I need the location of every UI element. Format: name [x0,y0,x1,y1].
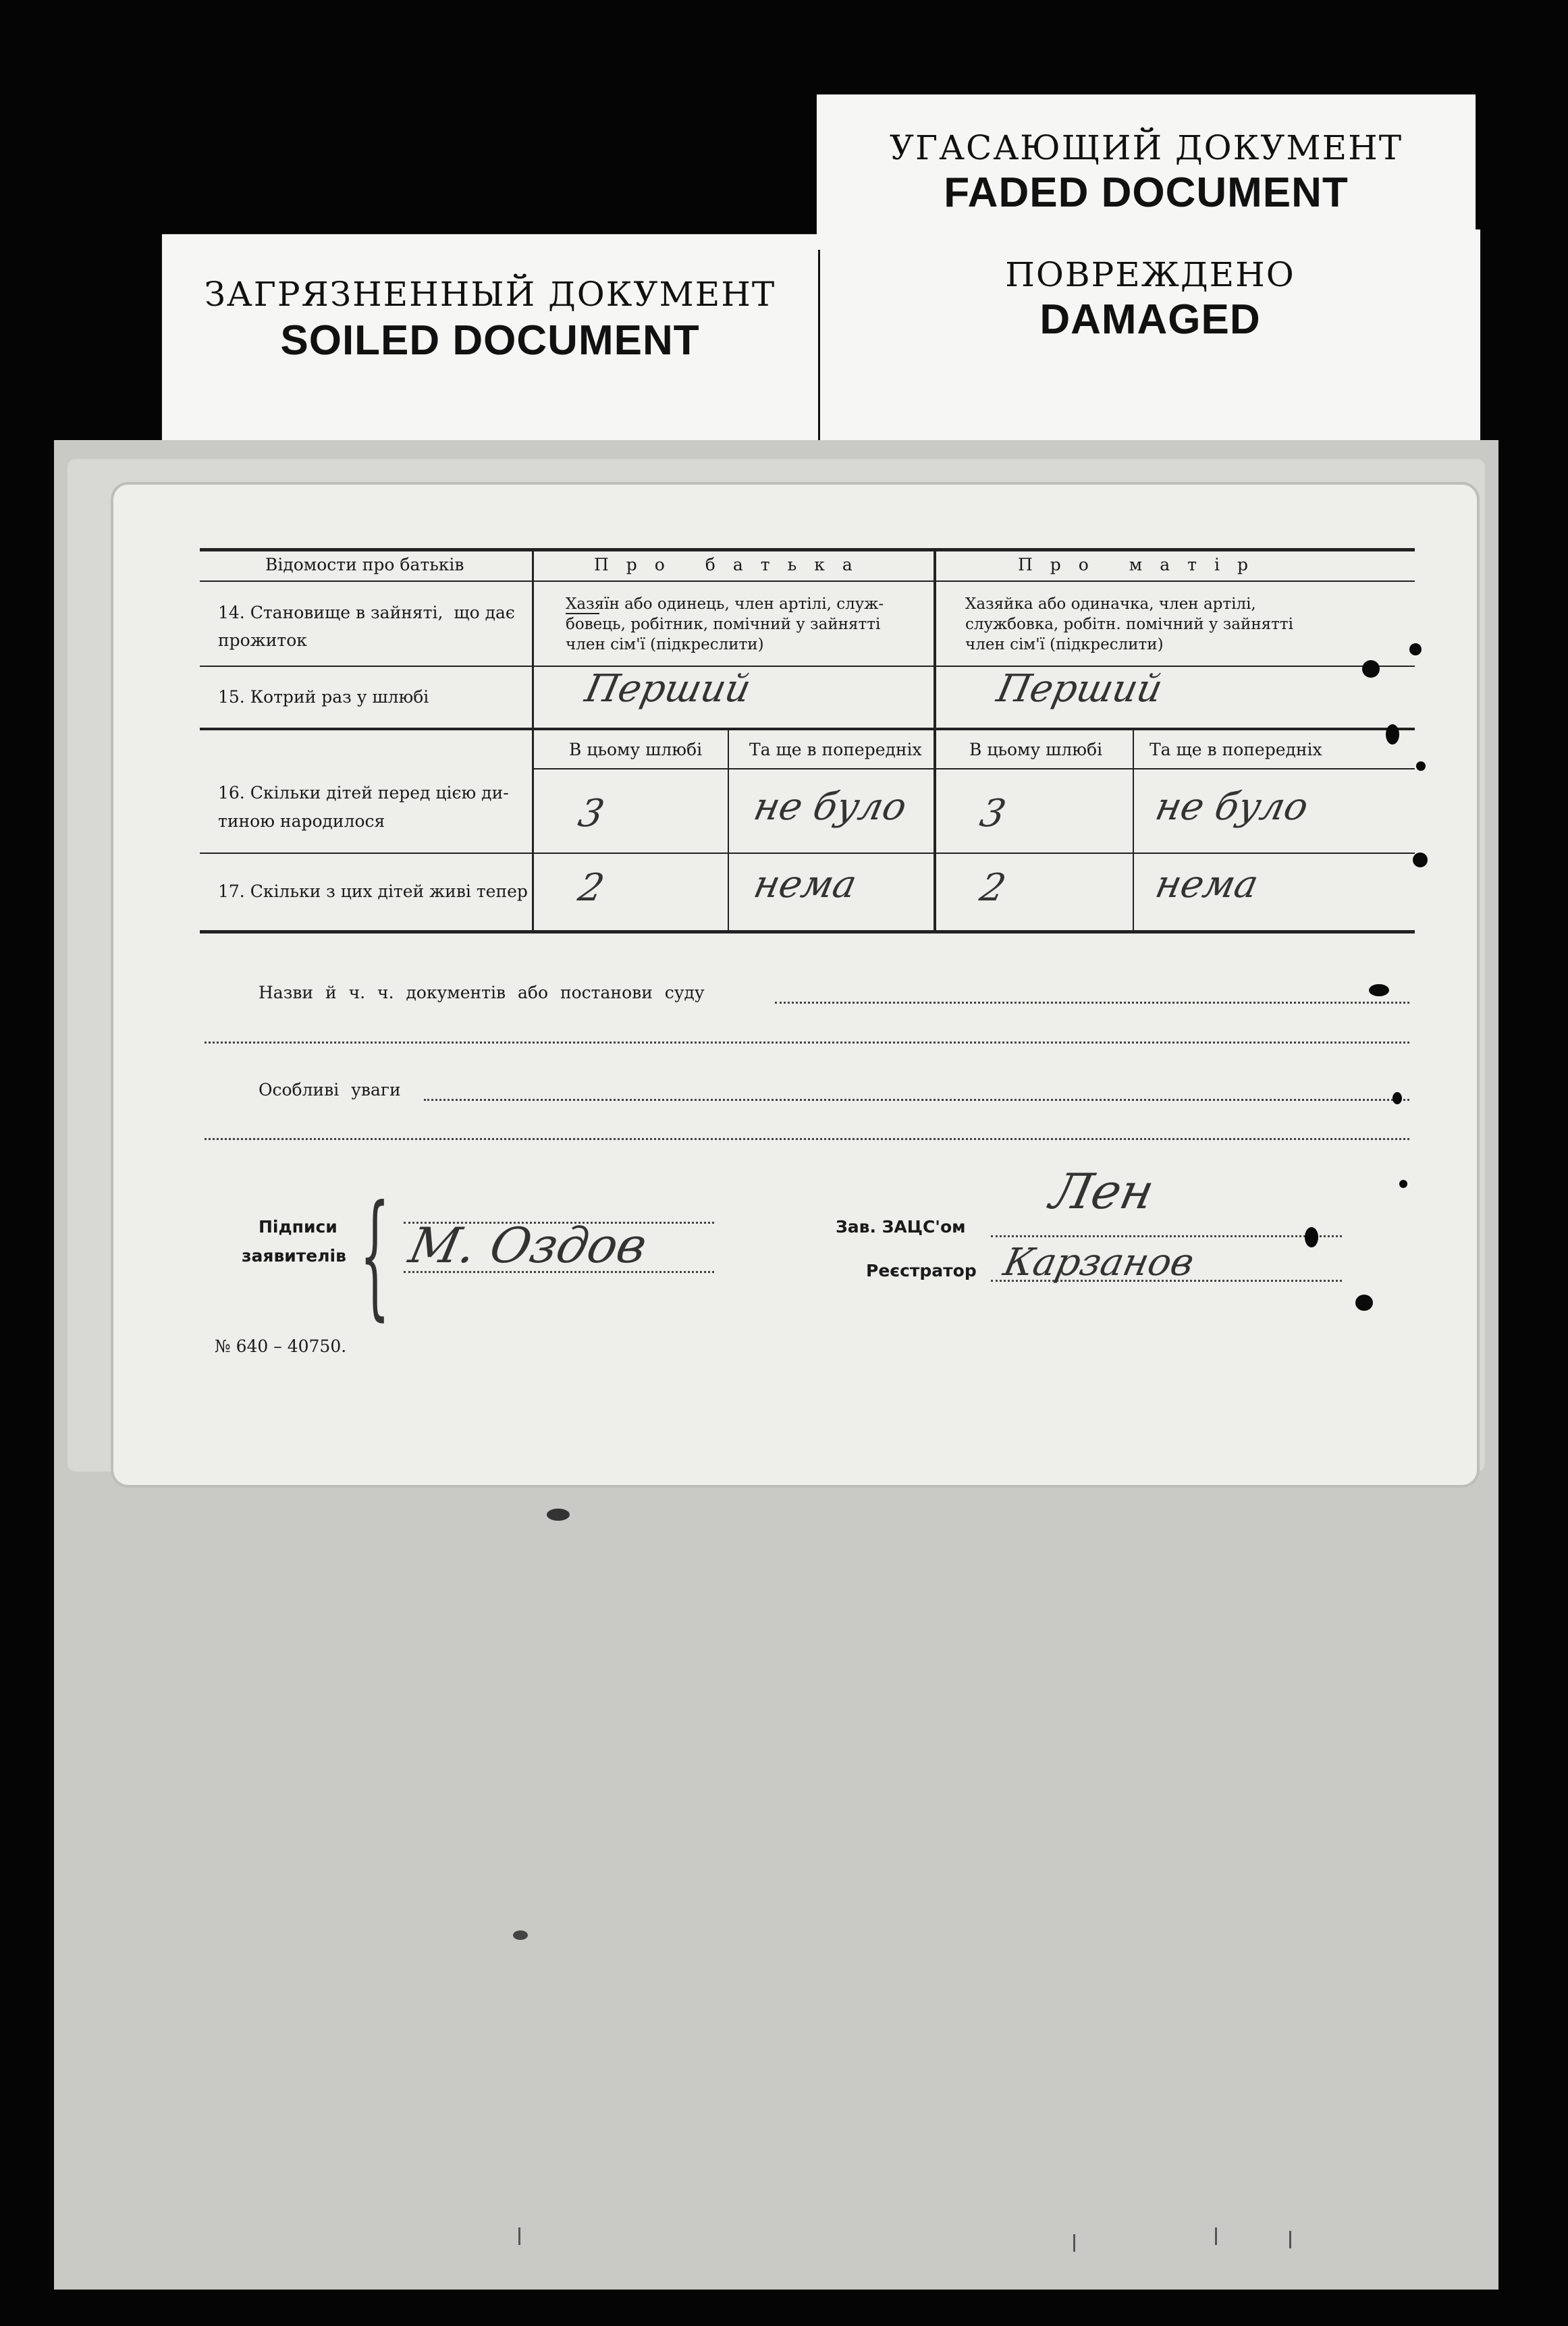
damage-hole [1362,660,1380,678]
damage-hole [1399,1180,1407,1188]
signatures-label-line1: Підписи [259,1217,337,1237]
row15-label: 15. Котрий раз у шлюбі [218,687,429,707]
header-father: Про батька [594,555,870,574]
table-header-rule [200,580,1415,582]
registration-form-card [113,485,1477,1485]
subheader-mother-prev: Та ще в попередніх [1150,740,1322,759]
row17-father-this: 2 [574,866,608,910]
row16-father-prev: не було [750,785,911,829]
damaged-label-en: DAMAGED [1039,296,1261,343]
table-col-divider-mother [1133,729,1134,931]
damaged-document-label [820,229,1480,459]
documents-label: Назви й ч. ч. документів або постанови суду [259,983,705,1002]
registrar-label: Реєстратор [866,1261,977,1280]
row17-father-prev: нема [750,863,861,907]
edge-tick [1289,2231,1291,2248]
row14-mother-line3: член сім'ї (підкреслити) [965,636,1164,653]
row16-label-line1: 16. Скільки дітей перед цією ди- [218,783,509,803]
damage-hole [1355,1295,1373,1311]
row17-label: 17. Скільки з цих дітей живі тепер [218,882,528,901]
damage-hole [1416,761,1426,771]
registrar-signature: Карзанов [1000,1241,1198,1284]
notes-dotline-2 [205,1138,1409,1140]
row14-mother-line2: службовка, робітн. помічний у зайнятті [965,616,1293,633]
row14-label-line1: 14. Становище в зайняті, що дає [218,603,515,622]
applicant-signature: М. Оздов [404,1217,652,1274]
subheader-father-prev: Та ще в попередніх [749,740,922,759]
faded-document-label [817,94,1476,250]
table-col-divider-father [728,729,729,931]
faded-label-en: FADED DOCUMENT [944,169,1349,216]
table-col-divider-1 [532,548,534,933]
signatures-label-line2: заявителів [242,1246,346,1266]
head-signature: Лен [1046,1163,1160,1220]
documents-dotline-2 [205,1042,1409,1044]
table-bottom-rule [200,930,1415,934]
table-subheader-rule [533,768,1415,769]
table-col-divider-2 [934,548,936,933]
row14-father-line2: бовець, робітник, помічний у зайнятті [566,616,881,633]
table-top-rule [200,548,1415,551]
row15-mother-value: Перший [993,667,1166,711]
soiled-label-ru: ЗАГРЯЗНЕННЫЙ ДОКУМЕНТ [204,275,776,314]
row14-mother-line1: Хазяйка або одиначка, член артілі, [965,595,1256,613]
signatures-brace: { [360,1176,390,1334]
row16-father-this: 3 [574,792,608,836]
header-parents-info: Відомости про батьків [265,555,464,574]
damage-hole [1413,853,1428,867]
damage-hole [1305,1227,1318,1247]
row14-label-line2: прожиток [218,630,307,650]
head-label: Зав. ЗАЦС'ом [836,1217,966,1237]
subheader-father-this: В цьому шлюбі [569,740,703,759]
subheader-mother-this: В цьому шлюбі [969,740,1103,759]
table-row16-rule [200,853,1415,854]
faded-label-ru: УГАСАЮЩИЙ ДОКУМЕНТ [889,128,1403,167]
print-number: № 640 – 40750. [215,1336,347,1356]
soiled-document-label [162,234,818,457]
table-row14-rule [200,666,1415,667]
header-mother: Про матір [1018,555,1266,574]
notes-dotline-1 [424,1099,1409,1101]
row16-mother-prev: не було [1152,785,1312,829]
row16-mother-this: 3 [976,792,1010,836]
row15-father-value: Перший [581,667,755,711]
table-row15-rule [200,728,1415,730]
row17-mother-this: 2 [976,866,1010,910]
edge-tick [1215,2227,1217,2245]
head-dotline [991,1235,1342,1237]
damage-hole [1393,1092,1402,1104]
damage-hole [1386,724,1399,745]
soiled-label-en: SOILED DOCUMENT [280,317,700,364]
row14-father-line1: Хазяїн або одинець, член артілі, служ- [566,595,884,613]
damage-hole [1369,984,1389,996]
edge-tick [1073,2234,1075,2252]
edge-tick [518,2227,520,2245]
stain-mark [547,1509,570,1521]
row17-mother-prev: нема [1152,863,1262,907]
row16-label-line2: тиною народилося [218,811,385,831]
notes-label: Особливі уваги [259,1080,401,1100]
row14-father-line3: член сім'ї (підкреслити) [566,636,764,653]
stain-mark [513,1930,528,1940]
damaged-label-ru: ПОВРЕЖДЕНО [1005,255,1295,294]
documents-dotline-1 [775,1002,1409,1004]
damage-hole [1409,643,1422,655]
underline-master [566,613,599,614]
